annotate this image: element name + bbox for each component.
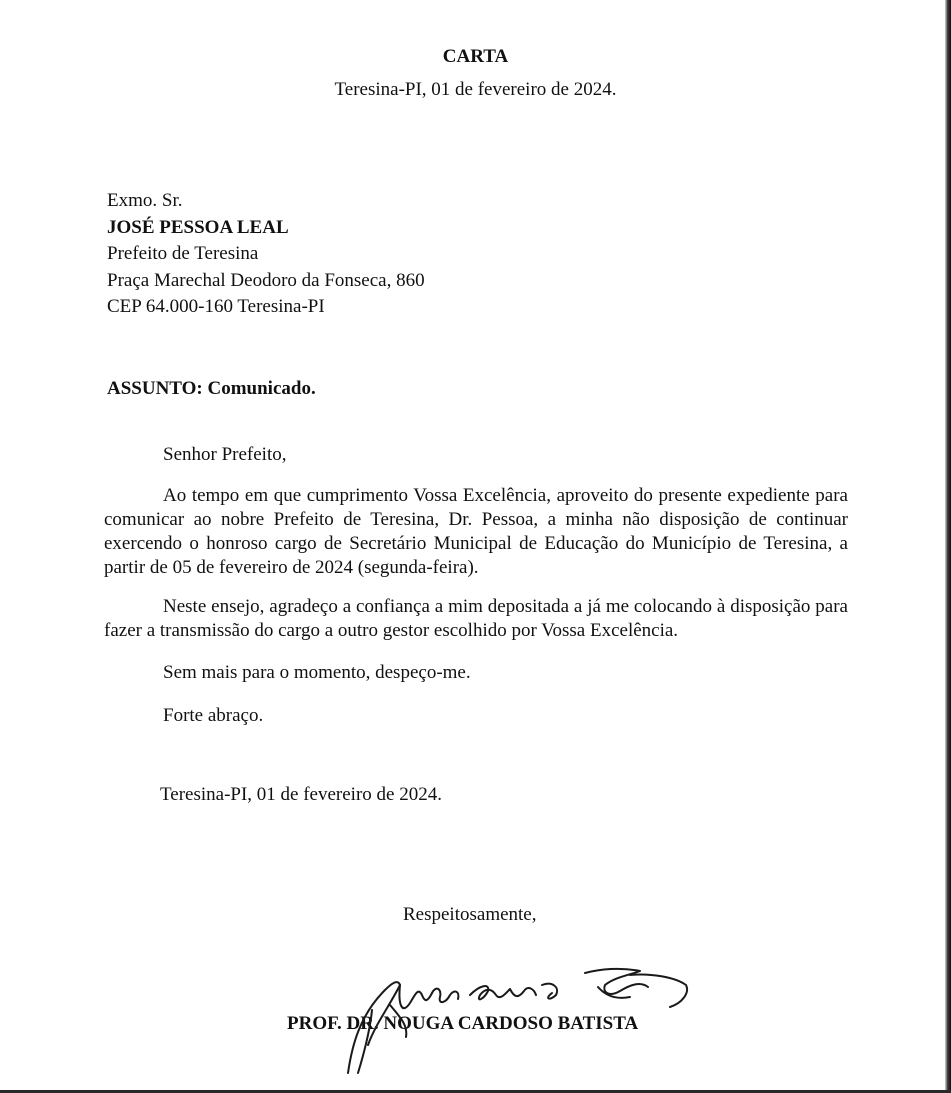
letter-greeting: Senhor Prefeito, [163, 444, 287, 465]
letter-date-bottom: Teresina-PI, 01 de fevereiro de 2024. [160, 784, 442, 805]
closing-line: Sem mais para o momento, despeço-me. [163, 662, 471, 683]
letter-regards: Respeitosamente, [403, 904, 537, 925]
recipient-address: Praça Marechal Deodoro da Fonseca, 860 [107, 269, 425, 291]
recipient-salutation: Exmo. Sr. [107, 190, 183, 211]
letter-title: CARTA [442, 46, 509, 67]
body-paragraph-1: Ao tempo em que cumprimento Vossa Excelência, aproveito do presente expediente para comunicar ao nobre Prefeito de Teresina, Dr. Pessoa, a minha não disposição de continuar exercendo o honroso cargo de Secretário Municipal de Educação do Município de Teresina, a partir de 05 de fevereiro de 2024 (segunda-feira). [104, 485, 848, 578]
letter-date-top: Teresina-PI, 01 de fevereiro de 2024. [334, 79, 617, 100]
recipient-cep: CEP 64.000-160 Teresina-PI [107, 296, 325, 317]
closing-farewell: Forte abraço. [163, 705, 264, 726]
recipient-block [107, 188, 425, 321]
page-edge-shadow [945, 0, 951, 1093]
recipient-name: JOSÉ PESSOA LEAL [107, 216, 289, 238]
letter-subject: ASSUNTO: Comunicado. [107, 378, 316, 399]
body-paragraph-2: Neste ensejo, agradeço a confiança a mim depositada a já me colocando à disposição para fazer a transmissão do cargo a outro gestor escolhido por Vossa Excelência. [104, 596, 848, 641]
recipient-role: Prefeito de Teresina [107, 243, 259, 264]
handwritten-signature [330, 945, 710, 1085]
signer-name: PROF. DR. NOUGA CARDOSO BATISTA [287, 1013, 639, 1034]
